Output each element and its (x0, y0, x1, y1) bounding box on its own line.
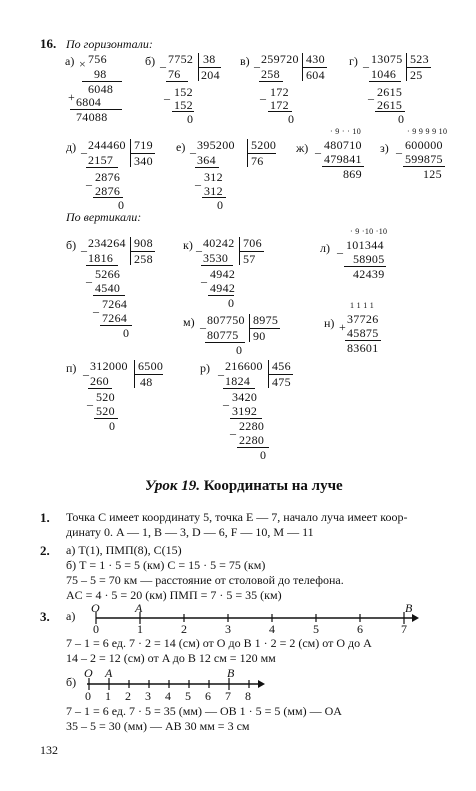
tick-label: 0 (85, 689, 91, 703)
dividend: 216600 (225, 359, 263, 373)
label: б) (145, 54, 156, 68)
dividend: 807750 (207, 313, 245, 327)
remainder: 0 (118, 198, 125, 212)
label: б) (66, 238, 77, 252)
exercise-3-line: 7 – 1 = 6 ед. 7 · 5 = 35 (мм) — OB 1 · 5 = 5 (мм) — OA (66, 704, 342, 718)
step: 1824 (225, 374, 251, 388)
line: 6804 (76, 95, 102, 109)
step: 80775 (207, 328, 239, 342)
tick-label: 1 (137, 622, 143, 636)
step: 2876 (95, 184, 121, 198)
line: 756 (88, 52, 107, 66)
quotient: 204 (201, 68, 220, 82)
divisor: 8975 (253, 313, 279, 327)
step: 152 (174, 85, 193, 99)
ray-b-point-A: A (105, 666, 113, 680)
remainder: 0 (109, 419, 116, 433)
exercise-2-line: б) Т = 1 · 5 = 5 (км) С = 15 · 5 = 75 (км) (66, 558, 266, 572)
divisor: 6500 (138, 359, 164, 373)
label: р) (200, 361, 210, 375)
tick-label: 5 (185, 689, 191, 703)
lesson-number: Урок 19. (145, 478, 200, 494)
remainder: 0 (260, 448, 267, 462)
tick-label: 3 (145, 689, 151, 703)
step: 7264 (102, 297, 128, 311)
remainder: 0 (123, 326, 130, 340)
step: 258 (261, 67, 280, 81)
line: 74088 (76, 110, 108, 124)
exercise-3-line: 35 – 5 = 30 (мм) — AB 30 мм = 3 см (66, 719, 250, 733)
step: 1816 (88, 251, 114, 265)
exercise-16-number: 16. (40, 36, 57, 51)
exercise-2-line: AC = 4 · 5 = 20 (км) ПМП = 7 · 5 = 35 (км) (66, 588, 282, 602)
label: г) (349, 54, 358, 68)
step: 2157 (88, 153, 114, 167)
ray-a-point-B: B (405, 601, 413, 615)
step: 260 (90, 374, 109, 388)
ray-b-point-O: O (84, 666, 93, 680)
ray-b-point-B: B (227, 666, 235, 680)
divisor: 456 (272, 359, 291, 373)
remainder: 0 (288, 112, 295, 126)
step: 152 (174, 98, 193, 112)
dividend: 234264 (88, 236, 126, 250)
exercise-1-line: динату 0. A — 1, B — 3, D — 6, F — 10, M — 11 (66, 525, 314, 539)
tick-label: 6 (357, 622, 363, 636)
label: н) (324, 316, 335, 330)
line: 101344 (346, 238, 384, 252)
step: 520 (96, 390, 115, 404)
dividend: 259720 (261, 52, 299, 66)
exercise-2-number: 2. (40, 543, 50, 558)
remainder: 0 (217, 198, 224, 212)
label: к) (183, 238, 193, 252)
line: 599875 (405, 152, 443, 166)
line: 869 (343, 167, 362, 181)
step: 364 (197, 153, 216, 167)
tick-label: 7 (225, 689, 231, 703)
step: 5266 (95, 267, 121, 281)
remainder: 0 (187, 112, 194, 126)
divisor: 5200 (251, 138, 277, 152)
tick-label: 6 (205, 689, 211, 703)
divisor: 908 (134, 236, 153, 250)
step: 3530 (203, 251, 229, 265)
page-number: 132 (40, 743, 58, 757)
tick-label: 5 (313, 622, 319, 636)
exercise-1-number: 1. (40, 510, 50, 525)
divisor: 38 (203, 52, 216, 66)
exercise-3-number: 3. (40, 609, 50, 624)
line: 6048 (88, 82, 114, 96)
tick-label: 7 (401, 622, 407, 636)
quotient: 76 (251, 154, 264, 168)
step: 4942 (210, 267, 236, 281)
step: 3192 (232, 404, 258, 418)
dividend: 312000 (90, 359, 128, 373)
label: а) (65, 54, 75, 68)
step: 7264 (102, 311, 128, 325)
label: в) (240, 54, 250, 68)
quotient: 25 (410, 68, 423, 82)
dividend: 244460 (88, 138, 126, 152)
line: 42439 (353, 267, 385, 281)
divisor: 706 (243, 236, 262, 250)
dividend: 13075 (371, 52, 403, 66)
tick-label: 0 (93, 622, 99, 636)
exercise-3-line: 7 – 1 = 6 ед. 7 · 2 = 14 (см) от O до B 1 · 2 = 2 (см) от O до A (66, 636, 372, 650)
line: 58905 (353, 252, 385, 266)
ray-a-point-O: O (91, 601, 100, 615)
dividend: 40242 (203, 236, 235, 250)
lesson-title (145, 479, 343, 494)
part-a-label: а) (66, 609, 76, 623)
label: л) (320, 241, 330, 255)
dividend: 395200 (197, 138, 235, 152)
carry-marks: · 9 · · 10 (330, 127, 361, 136)
tick-label: 4 (165, 689, 171, 703)
part-b-label: б) (66, 675, 77, 689)
carry-marks: · 9 9 9 9 10 (407, 127, 448, 136)
step: 2615 (377, 98, 403, 112)
line: 37726 (347, 312, 379, 326)
step: 520 (96, 404, 115, 418)
label: е) (176, 140, 186, 154)
step: 4942 (210, 281, 236, 295)
ray-a-point-A: A (135, 601, 143, 615)
tick-label: 8 (245, 689, 251, 703)
divisor: 430 (306, 52, 325, 66)
remainder: 0 (228, 296, 235, 310)
quotient: 48 (140, 375, 153, 389)
line: 479841 (324, 152, 362, 166)
label: з) (380, 141, 389, 155)
line: 83601 (347, 341, 379, 355)
label: д) (66, 140, 77, 154)
step: 4540 (95, 281, 121, 295)
tick-label: 4 (269, 622, 275, 636)
step: 2876 (95, 170, 121, 184)
exercise-2-line: 75 – 5 = 70 км — расстояние от столовой до телефона. (66, 573, 344, 587)
line: 480710 (324, 138, 362, 152)
horizontal-heading: По горизонтали: (66, 37, 153, 51)
tick-label: 3 (225, 622, 231, 636)
step: 312 (204, 170, 223, 184)
lesson-topic: Координаты на луче (203, 478, 343, 494)
label: п) (66, 361, 77, 375)
quotient: 57 (243, 252, 256, 266)
quotient: 258 (134, 252, 153, 266)
step: 172 (270, 98, 289, 112)
step: 172 (270, 85, 289, 99)
step: 76 (168, 67, 181, 81)
line: 600000 (405, 138, 443, 152)
quotient: 340 (134, 154, 153, 168)
label: м) (183, 315, 195, 329)
quotient: 475 (272, 375, 291, 389)
tick-label: 1 (105, 689, 111, 703)
line: 98 (94, 67, 107, 81)
step: 312 (204, 184, 223, 198)
carry-marks: 1 1 1 1 (350, 301, 375, 310)
line: 45875 (347, 326, 379, 340)
quotient: 90 (253, 329, 266, 343)
step: 2280 (239, 433, 265, 447)
step: 2280 (239, 419, 265, 433)
step: 1046 (371, 67, 397, 81)
step: 2615 (377, 85, 403, 99)
step: 3420 (232, 390, 258, 404)
divisor: 523 (410, 52, 429, 66)
tick-label: 2 (181, 622, 187, 636)
exercise-1-line: Точка C имеет координату 5, точка E — 7, начало луча имеет коор- (66, 510, 408, 524)
remainder: 0 (236, 343, 243, 357)
dividend: 7752 (168, 52, 194, 66)
line: 125 (423, 167, 442, 181)
vertical-heading: По вертикали: (66, 210, 142, 224)
remainder: 0 (398, 112, 405, 126)
label: ж) (296, 141, 309, 155)
tick-label: 2 (125, 689, 131, 703)
quotient: 604 (306, 68, 325, 82)
exercise-3-line: 14 – 2 = 12 (см) от A до B 12 см = 120 мм (66, 651, 276, 665)
number-ray-b (0, 664, 476, 704)
exercise-2-line: а) Т(1), ПМП(8), С(15) (66, 543, 182, 557)
divisor: 719 (134, 138, 153, 152)
carry-marks: · 9 ·10 ·10 (350, 227, 388, 236)
